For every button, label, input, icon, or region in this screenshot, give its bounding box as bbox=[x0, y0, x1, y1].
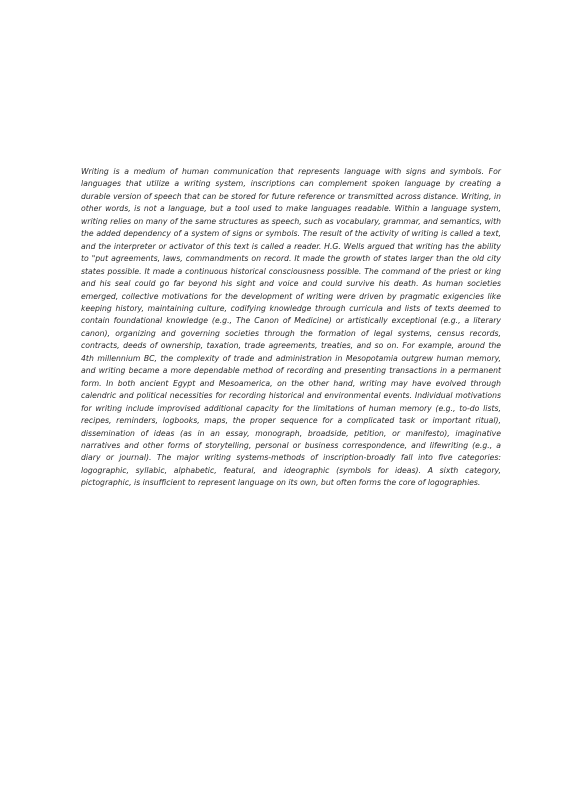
body-paragraph: Writing is a medium of human communication that represents language with signs and symbols. For languages that utilize a writing system, inscriptions can complement spoken language by creating a durable version of speech that can be stored for future reference or transmitted across distance. Writing, in other words, is not a language, but a tool used to make languages readable. Within a language system, writing relies on many of the same structures as speech, such as vocabulary, grammar, and semantics, with the added dependency of a system of signs or symbols. The result of the activity of writing is called a text, and the interpreter or activator of this text is called a reader. H.G. Wells argued that writing has the ability to "put agreements, laws, commandments on record. It made the growth of states larger than the old city states possible. It made a continuous historical consciousness possible. The command of the priest or king and his seal could go far beyond his sight and voice and could survive his death. As human societies emerged, collective motivations for the development of writing were driven by pragmatic exigencies like keeping history, maintaining culture, codifying knowledge through curricula and lists of texts deemed to contain foundational knowledge (e.g., The Canon of Medicine) or artistically exceptional (e.g., a literary canon), organizing and governing societies through the formation of legal systems, census records, contracts, deeds of ownership, taxation, trade agreements, treaties, and so on. For example, around the 4th millennium BC, the complexity of trade and administration in Mesopotamia outgrew human memory, and writing became a more dependable method of recording and presenting transactions in a permanent form. In both ancient Egypt and Mesoamerica, on the other hand, writing may have evolved through calendric and political necessities for recording historical and environmental events. Individual motivations for writing include improvised additional capacity for the limitations of human memory (e.g., to-do lists, recipes, reminders, logbooks, maps, the proper sequence for a complicated task or important ritual), dissemination of ideas (as in an essay, monograph, broadside, petition, or manifesto), imaginative narratives and other forms of storytelling, personal or business correspondence, and lifewriting (e.g., a diary or journal). The major writing systems-methods of inscription-broadly fall into five categories: logographic, syllabic, alphabetic, featural, and ideographic (symbols for ideas). A sixth category, pictographic, is insufficient to represent language on its own, but often forms the core of logographies. bbox=[81, 167, 501, 488]
